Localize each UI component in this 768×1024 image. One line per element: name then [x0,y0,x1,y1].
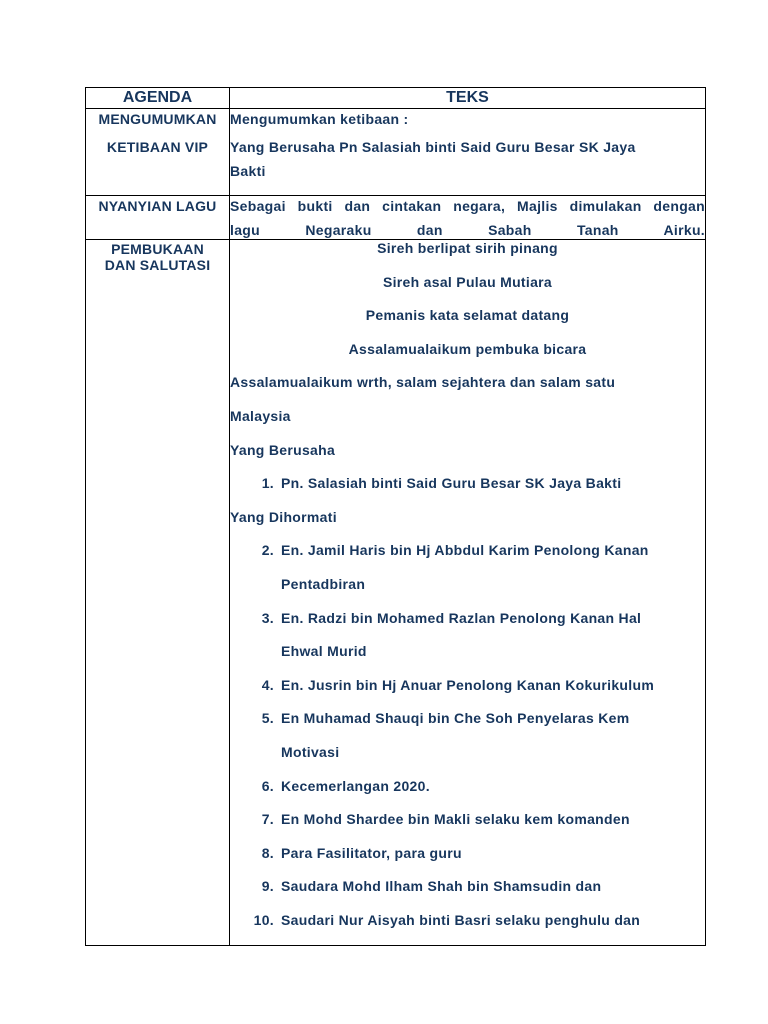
teks-cell [230,240,706,946]
table-row [86,240,706,946]
list-text: En. Radzi bin Mohamed Razlan Penolong Kanan Hal [281,609,642,626]
text-line: Mengumumkan ketibaan : [230,111,409,127]
list-item [230,778,705,812]
pantun-line: Sireh asal Pulau Mutiara [382,273,553,290]
teks-header: TEKS [230,88,706,109]
pantun-line: Pemanis kata selamat datang [365,307,570,324]
agenda-label-line: NYANYIAN LAGU [98,198,217,214]
list-number: 6. [261,777,274,794]
table-row [86,196,706,240]
list-text: En. Jusrin bin Hj Anuar Penolong Kanan Kokurikulum [281,676,655,693]
list-text: En. Jamil Haris bin Hj Abbdul Karim Penolong Kanan [281,542,649,559]
agenda-label-line: PEMBUKAAN [111,241,204,257]
list-text: Kecemerlangan 2020. [281,777,430,794]
pantun-line: Assalamualaikum pembuka bicara [348,340,587,357]
yang-dihormati-heading: Yang Dihormati [230,508,337,525]
list-item [230,610,705,644]
list-text: En Muhamad Shauqi bin Che Soh Penyelaras Kem [281,710,630,727]
list-number: 2. [261,542,274,559]
list-number: 4. [261,676,274,693]
list-item [230,878,705,912]
list-number: 3. [261,609,274,626]
list-number: 9. [261,878,274,895]
list-item [230,710,705,744]
agenda-table [85,87,706,946]
text-line: Yang Berusaha Pn Salasiah binti Said Guru Besar SK Jaya [230,139,636,155]
agenda-label-line: MENGUMUMKAN [98,111,217,127]
list-text-continuation: Ehwal Murid [281,643,367,660]
list-item [230,475,705,509]
agenda-cell [86,196,230,240]
list-text: Pn. Salasiah binti Said Guru Besar SK Jaya Bakti [281,475,622,492]
text-line: Bakti [230,163,266,179]
list-number: 5. [261,710,274,727]
table-row [86,109,706,196]
yang-berusaha-heading: Yang Berusaha [230,441,336,458]
list-text-continuation: Motivasi [281,743,340,760]
list-text: Saudara Mohd Ilham Shah bin Shamsudin dan [281,878,602,895]
agenda-label-line: KETIBAAN VIP [106,139,209,155]
list-number: 1. [261,475,274,492]
list-item [230,677,705,711]
pantun-line: Sireh berlipat sirih pinang [377,240,558,256]
list-text: Para Fasilitator, para guru [281,844,462,861]
list-number: 7. [261,811,274,828]
list-item [230,845,705,879]
teks-cell [230,196,706,240]
text-line: lagu Negaraku dan Sabah Tanah Airku. [230,222,705,238]
agenda-header: AGENDA [86,88,230,109]
text-line: Sebagai bukti dan cintakan negara, Majlis dimulakan dengan [230,198,705,214]
list-number: 10. [253,911,274,928]
agenda-cell [86,109,230,196]
agenda-cell [86,240,230,946]
list-text-continuation: Pentadbiran [281,575,366,592]
list-number: 8. [261,844,274,861]
greeting-line: Assalamualaikum wrth, salam sejahtera dan salam satu [230,374,616,391]
list-item [230,811,705,845]
list-item [230,912,705,946]
header-row [86,88,706,109]
greeting-line: Malaysia [230,407,291,424]
list-item [230,542,705,576]
list-text: Saudari Nur Aisyah binti Basri selaku penghulu dan [281,911,641,928]
teks-cell [230,109,706,196]
list-text: En Mohd Shardee bin Makli selaku kem komanden [281,811,630,828]
agenda-label-line: DAN SALUTASI [104,257,211,273]
